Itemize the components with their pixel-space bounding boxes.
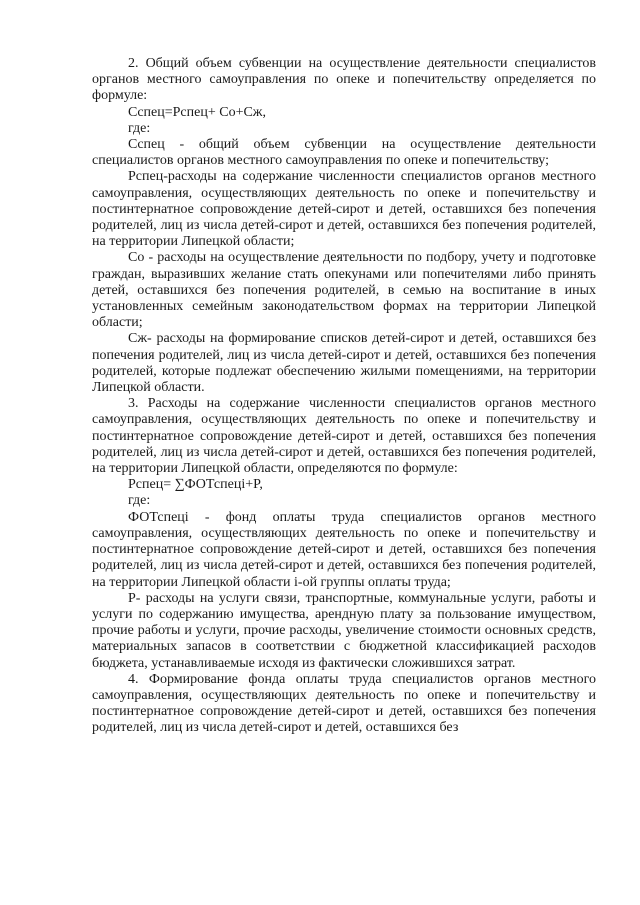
formula-p-spec: Pспец= ∑ФОТспецi+P, xyxy=(128,477,263,493)
paragraph-staff-expenses: 3. Расходы на содержание численности специалистов органов местного самоуправления, осуществляющих деятельность по опеке и попечительству и постинтернатное сопровождение детей-сирот и детей, оставшихся без попечения родителей, лиц из числа детей-сирот и детей, оставшихся без попечения родителей, на территории Липецкой области, определяются по формуле: xyxy=(92,396,596,477)
definition-c-o: Cо - расходы на осуществление деятельности по подбору, учету и подготовке граждан, выразивших желание стать опекунами или попечителями либо принять детей, оставшихся без попечения родителей, в семью на воспитание в иных установленных семейным законодательством формах на территории Липецкой области; xyxy=(92,250,596,331)
where-label-2: где: xyxy=(128,493,151,509)
document-page xyxy=(92,56,596,737)
paragraph-subvention-total: 2. Общий объем субвенции на осуществление деятельности специалистов органов местного самоуправления по опеке и попечительству определяется по формуле: xyxy=(92,56,596,104)
definition-p: P- расходы на услуги связи, транспортные, коммунальные услуги, работы и услуги по содержанию имущества, арендную плату за пользование имуществом, прочие работы и услуги, прочие расходы, увеличение стоимости основных средств, материальных запасов в соответствии с бюджетной классификацией расходов бюджета, устанавливаемые исходя из фактически сложившихся затрат. xyxy=(92,590,596,671)
definition-fot-spec: ФОТспецi - фонд оплаты труда специалистов органов местного самоуправления, осуществляющих деятельность по опеке и попечительству и постинтернатное сопровождение детей-сирот и детей, оставшихся без попечения родителей, лиц из числа детей-сирот и детей, оставшихся без попечения родителей, на территории Липецкой области i-ой группы оплаты труда; xyxy=(92,509,596,590)
definition-c-spec: Cспец - общий объем субвенции на осуществление деятельности специалистов органов местного самоуправления по опеке и попечительству; xyxy=(92,137,596,169)
definition-c-zh: Cж- расходы на формирование списков детей-сирот и детей, оставшихся без попечения родителей, лиц из числа детей-сирот и детей, оставшихся без попечения родителей, которые подлежат обеспечению жилыми помещениями, на территории Липецкой области. xyxy=(92,331,596,396)
where-label: где: xyxy=(128,120,151,136)
paragraph-wage-fund: 4. Формирование фонда оплаты труда специалистов органов местного самоуправления, осуществляющих деятельность по опеке и попечительству и постинтернатное сопровождение детей-сирот и детей, оставшихся без попечения родителей, лиц из числа детей-сирот и детей, оставшихся без xyxy=(92,671,596,736)
definition-p-spec: Pспец-расходы на содержание численности специалистов органов местного самоуправления, осуществляющих деятельность по опеке и попечительству и постинтернатное сопровождение детей-сирот и детей, оставшихся без попечения родителей, лиц из числа детей-сирот и детей, оставшихся без попечения родителей, на территории Липецкой области; xyxy=(92,169,596,250)
formula-c-spec: Cспец=Pспец+ Cо+Cж, xyxy=(128,104,266,120)
